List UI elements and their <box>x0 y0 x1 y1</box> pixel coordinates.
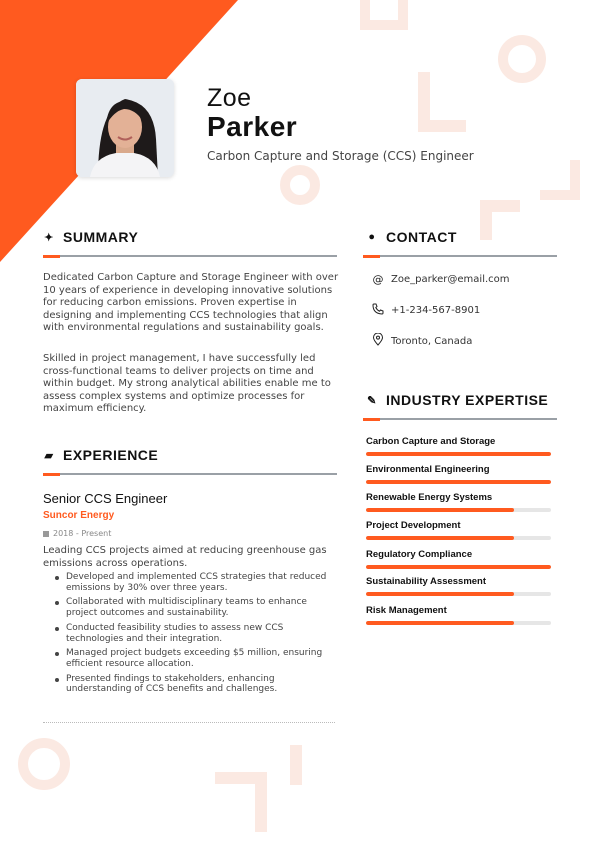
last-name: Parker <box>207 111 298 142</box>
phone-icon <box>372 303 384 318</box>
avatar-illustration <box>76 79 174 177</box>
profile-photo <box>76 79 174 177</box>
deco-bar <box>480 200 520 212</box>
deco-ring <box>280 165 320 205</box>
section-end-divider <box>43 722 335 723</box>
experience-divider <box>43 473 337 475</box>
job-description: Leading CCS projects aimed at reducing greenhouse gas emissions across operations. <box>43 545 327 569</box>
deco-square <box>360 0 408 30</box>
skill-bar <box>366 480 551 484</box>
skill-label: Carbon Capture and Storage <box>366 436 496 447</box>
skill-label: Renewable Energy Systems <box>366 492 493 503</box>
skill-bar-fill <box>366 480 551 484</box>
contact-phone[interactable] <box>372 303 480 318</box>
summary-paragraph-2: Skilled in project management, I have successfully led cross-functional teams to deliver projects on time and within budget. My strong analytical abilities enable me to assess complex systems and optimize processes for maximum efficiency. <box>43 353 331 415</box>
calendar-icon <box>43 531 49 537</box>
contact-email-text[interactable]: Zoe_parker@email.com <box>391 274 510 285</box>
contact-phone-text[interactable]: +1-234-567-8901 <box>391 305 481 316</box>
skill-label: Risk Management <box>366 605 447 616</box>
experience-heading <box>43 447 158 463</box>
skill-bar-fill <box>366 565 551 569</box>
at-sign-icon: @ <box>372 273 384 286</box>
skill-bar-fill <box>366 452 551 456</box>
skill-label: Sustainability Assessment <box>366 576 487 587</box>
company-name: Suncor Energy <box>43 510 115 521</box>
deco-bar <box>418 120 466 132</box>
skill-bar-fill <box>366 536 514 540</box>
map-pin-icon <box>372 333 384 349</box>
skill-bar <box>366 536 551 540</box>
first-name: Zoe <box>207 84 252 112</box>
expertise-divider <box>363 418 557 420</box>
skill-bar-fill <box>366 592 514 596</box>
person-icon: ● <box>368 231 376 243</box>
skill-label: Environmental Engineering <box>366 464 490 475</box>
contact-location-text: Toronto, Canada <box>391 335 473 347</box>
job-bullet: Conducted feasibility studies to assess new CCS technologies and their integration. <box>54 623 339 645</box>
summary-heading <box>43 229 138 245</box>
skill-label: Project Development <box>366 520 461 531</box>
skill-bar <box>366 508 551 512</box>
deco-ring <box>498 35 546 83</box>
deco-ring <box>18 738 70 790</box>
job-bullet: Managed project budgets exceeding $5 million, ensuring efficient resource allocation. <box>54 648 339 670</box>
contact-divider <box>363 255 557 257</box>
contact-heading-label: CONTACT <box>386 229 457 245</box>
summary-paragraph-1: Dedicated Carbon Capture and Storage Engineer with over 10 years of experience in developing innovative solutions for reducing carbon emissions. Proven expertise in designing and implementing CCS technologies that align with environmental regulations and sustainability goals. <box>43 272 339 334</box>
experience-heading-label: EXPERIENCE <box>63 447 159 463</box>
job-dates <box>43 529 111 538</box>
summary-heading-label: SUMMARY <box>63 229 139 245</box>
sparkle-icon: ✦ <box>44 231 54 244</box>
job-role: Senior CCS Engineer <box>43 491 168 506</box>
briefcase-icon: ▰ <box>44 449 54 462</box>
skill-bar <box>366 565 551 569</box>
skill-bar <box>366 621 551 625</box>
skill-bar-fill <box>366 621 514 625</box>
skill-bar <box>366 592 551 596</box>
job-title: Carbon Capture and Storage (CCS) Engineer <box>207 149 474 163</box>
skill-label: Regulatory Compliance <box>366 549 473 560</box>
skill-bar <box>366 452 551 456</box>
job-bullet: Presented findings to stakeholders, enhancing understanding of CCS benefits and challenges. <box>54 674 339 696</box>
job-dates-label: 2018 - Present <box>53 529 112 538</box>
deco-square <box>540 160 580 200</box>
expertise-heading <box>366 392 548 408</box>
job-bullet: Developed and implemented CCS strategies that reduced emissions by 30% over three years. <box>54 572 339 594</box>
job-bullet: Collaborated with multidisciplinary teams to enhance project outcomes and sustainability. <box>54 597 339 619</box>
wrench-icon: ✎ <box>367 394 377 407</box>
deco-bar <box>290 745 302 785</box>
contact-location <box>372 333 472 349</box>
expertise-heading-label: INDUSTRY EXPERTISE <box>386 392 549 408</box>
deco-bar <box>255 772 267 832</box>
summary-divider <box>43 255 337 257</box>
contact-heading <box>366 229 457 245</box>
contact-email[interactable] <box>372 273 510 286</box>
job-bullet-list <box>54 572 339 699</box>
skill-bar-fill <box>366 508 514 512</box>
